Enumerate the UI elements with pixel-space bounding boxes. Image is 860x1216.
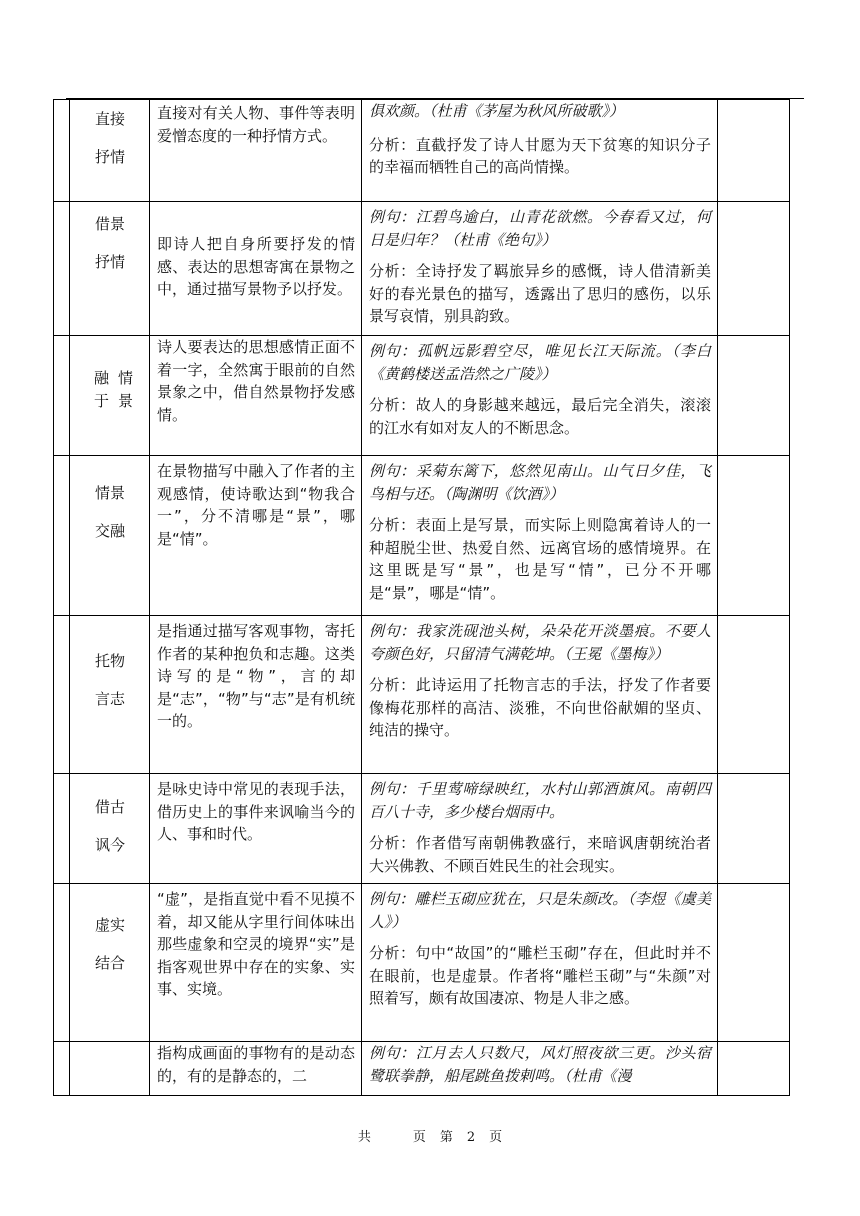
table-row	[54, 100, 790, 202]
analysis-text: 分析：句中“故国”的“雕栏玉砌”存在，但此时并不在眼前，也是虚景。作者将“雕栏玉砌”与“朱颜”对照着写，颇有故国凄凉、物是人非之感。	[369, 944, 711, 1007]
term-cell	[70, 336, 150, 456]
definition-text: 指构成画面的事物有的是动态的，有的是静态的，二	[157, 1044, 355, 1085]
term-label	[70, 1042, 149, 1045]
example-text: 例句：我家洗砚池头树，朵朵花开淡墨痕。不要人夸颜色好，只留清气满乾坤。（王冕《墨梅》）	[369, 622, 711, 663]
term-cell	[70, 1042, 150, 1096]
term-label: 融情于景	[94, 369, 143, 410]
right-margin-cell	[718, 1042, 790, 1096]
table-row	[54, 1042, 790, 1096]
analysis-text: 分析：全诗抒发了羁旅异乡的感慨，诗人借清新美好的春光景色的描写，透露出了思归的感伤，以乐景写哀情，别具韵致。	[369, 262, 711, 325]
term-label: 虚实 结合	[95, 916, 126, 972]
term-cell	[70, 616, 150, 774]
term-cell	[70, 456, 150, 616]
analysis-text: 分析：直截抒发了诗人甘愿为天下贫寒的知识分子的幸福而牺牲自己的高尚情操。	[369, 135, 711, 176]
definition-cell	[150, 456, 362, 616]
definition-cell	[150, 1042, 362, 1096]
techniques-table	[53, 99, 790, 1096]
content-cell	[362, 100, 718, 202]
content-cell	[362, 884, 718, 1042]
table-row	[54, 884, 790, 1042]
page-footer	[0, 1126, 860, 1145]
content-cell	[362, 336, 718, 456]
analysis-text: 分析：此诗运用了托物言志的手法，抒发了作者要像梅花那样的高洁、淡雅，不向世俗献媚的坚贞、纯洁的操守。	[369, 676, 711, 739]
definition-text: 诗人要表达的思想感情正面不着一字，全然寓于眼前的自然景象之中，借自然景物抒发感情。	[157, 338, 355, 424]
content-cell	[362, 774, 718, 884]
definition-text: 是指通过描写客观事物，寄托作者的某种抱负和志趣。这类诗写的是“物”，言的却是“志”，“物”与“志”是有机统一的。	[157, 622, 355, 730]
footer-di: 第	[439, 1130, 453, 1145]
right-margin-cell	[718, 884, 790, 1042]
definition-cell	[150, 336, 362, 456]
definition-cell	[150, 774, 362, 884]
table-row	[54, 456, 790, 616]
footer-ye-2: 页	[489, 1130, 503, 1145]
table-row	[54, 774, 790, 884]
left-margin-cell	[54, 774, 70, 884]
table-row	[54, 616, 790, 774]
footer-ye: 页	[412, 1130, 426, 1145]
right-margin-cell	[718, 336, 790, 456]
right-margin-cell	[718, 456, 790, 616]
term-cell	[70, 884, 150, 1042]
left-margin-cell	[54, 884, 70, 1042]
analysis-text: 分析：表面上是写景，而实际上则隐寓着诗人的一种超脱尘世、热爱自然、远离官场的感情境界。在这里既是写“景”，也是写“情”，已分不开哪是“景”，哪是“情”。	[369, 516, 711, 602]
left-margin-cell	[54, 456, 70, 616]
example-text: 例句：千里莺啼绿映红，水村山郭酒旗风。南朝四百八十寺，多少楼台烟雨中。	[369, 780, 711, 821]
left-margin-cell	[54, 202, 70, 336]
example-text: 俱欢颜。（杜甫《茅屋为秋风所破歌》）	[369, 102, 625, 120]
term-cell	[70, 774, 150, 884]
term-label: 借景 抒情	[95, 215, 126, 271]
definition-text: 在景物描写中融入了作者的主观感情，使诗歌达到“物我合一”，分不清哪是“景”，哪是“情”。	[157, 462, 355, 548]
definition-cell	[150, 100, 362, 202]
footer-page-number: 2	[466, 1130, 476, 1145]
right-margin-cell	[718, 202, 790, 336]
definition-text: 即诗人把自身所要抒发的情感、表达的思想寄寓在景物之中，通过描写景物予以抒发。	[157, 235, 355, 298]
analysis-text: 分析：作者借写南朝佛教盛行，来暗讽唐朝统治者大兴佛教、不顾百姓民生的社会现实。	[369, 834, 711, 875]
example-text: 例句：江碧鸟逾白，山青花欲燃。今春看又过，何日是归年？（杜甫《绝句》）	[369, 208, 711, 249]
content-cell	[362, 202, 718, 336]
footer-gong: 共	[357, 1130, 371, 1145]
content-cell	[362, 456, 718, 616]
term-label: 借古 讽今	[95, 798, 126, 854]
left-margin-cell	[54, 100, 70, 202]
right-margin-cell	[718, 616, 790, 774]
definition-text: “虚”，是指直觉中看不见摸不着，却又能从字里行间体味出那些虚象和空灵的境界“实”是指客观世界中存在的实象、实事、实境。	[157, 890, 355, 998]
term-cell	[70, 100, 150, 202]
left-margin-cell	[54, 336, 70, 456]
analysis-text: 分析：故人的身影越来越远，最后完全消失，滚滚的江水有如对友人的不断思念。	[369, 396, 711, 437]
term-label: 托物 言志	[95, 652, 126, 708]
definition-cell	[150, 884, 362, 1042]
term-label: 情景 交融	[95, 484, 126, 540]
left-margin-cell	[54, 616, 70, 774]
definition-cell	[150, 616, 362, 774]
example-text: 例句：孤帆远影碧空尽，唯见长江天际流。（李白《黄鹤楼送孟浩然之广陵》）	[369, 342, 711, 383]
left-margin-cell	[54, 1042, 70, 1096]
right-margin-cell	[718, 100, 790, 202]
example-text: 例句：采菊东篱下，悠然见南山。山气日夕佳，飞鸟相与还。（陶渊明《饮酒》）	[369, 462, 711, 503]
example-text: 例句：江月去人只数尺，风灯照夜欲三更。沙头宿鹭联拳静，船尾跳鱼拨剌鸣。（杜甫《漫	[369, 1044, 711, 1085]
table-row	[54, 336, 790, 456]
example-text: 例句：雕栏玉砌应犹在，只是朱颜改。（李煜《虞美人》）	[369, 890, 711, 931]
term-cell	[70, 202, 150, 336]
table-row	[54, 202, 790, 336]
term-label: 直接 抒情	[95, 110, 126, 166]
right-margin-cell	[718, 774, 790, 884]
content-cell	[362, 616, 718, 774]
definition-text: 是咏史诗中常见的表现手法，借历史上的事件来讽喻当今的人、事和时代。	[157, 780, 355, 843]
definition-text: 直接对有关人物、事件等表明爱憎态度的一种抒情方式。	[157, 104, 355, 145]
definition-cell	[150, 202, 362, 336]
content-cell	[362, 1042, 718, 1096]
